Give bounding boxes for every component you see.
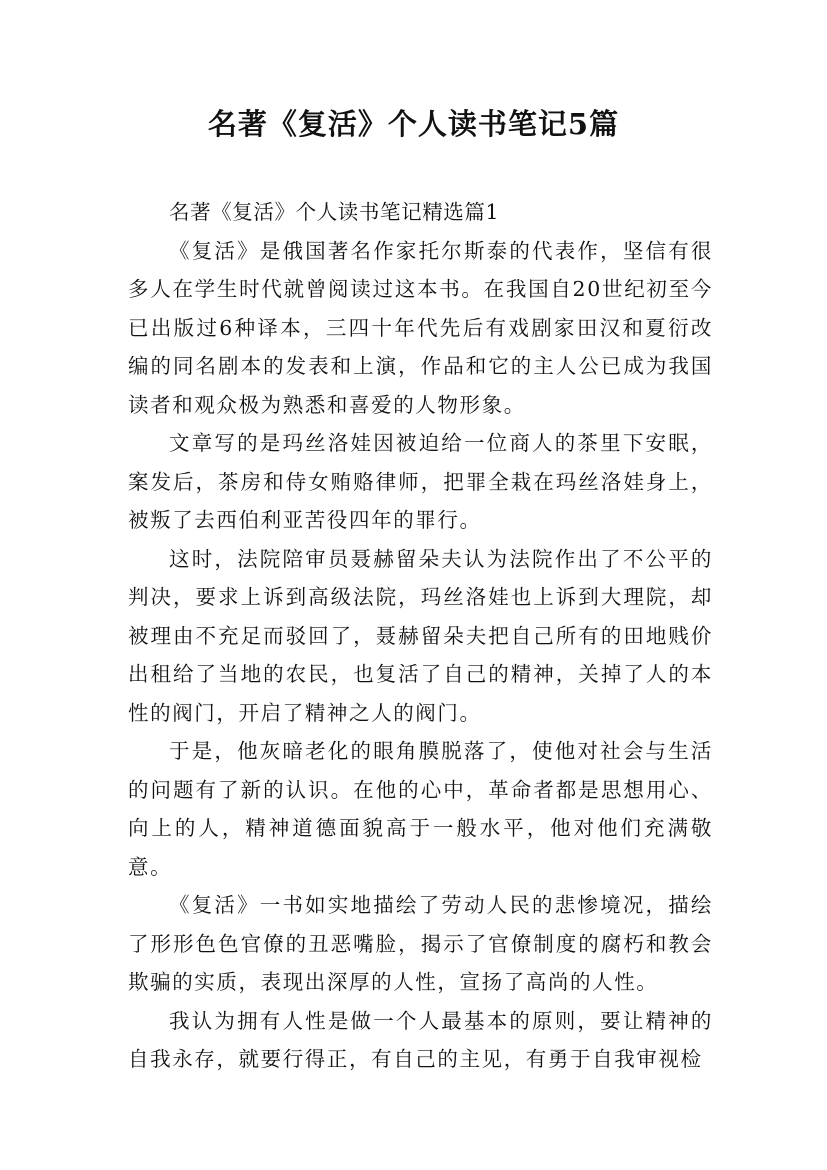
paragraph: 《复活》一书如实地描绘了劳动人民的悲惨境况，描绘了形形色色官僚的丑恶嘴脸，揭示了官僚制度的腐朽和教会欺骗的实质，表现出深厚的人性，宣扬了高尚的人性。 [128,893,713,994]
section-heading: 名著《复活》个人读书笔记精选篇1 [169,200,500,224]
paragraph: 《复活》是俄国著名作家托尔斯泰的代表作，坚信有很多人在学生时代就曾阅读过这本书。在我国自20世纪初至今已出版过6种译本，三四十年代先后有戏剧家田汉和夏衍改编的同名剧本的发表和上演，作品和它的主人公已成为我国读者和观众极为熟悉和喜爱的人物形象。 [128,238,713,417]
paragraph: 我认为拥有人性是做一个人最基本的原则，要让精神的自我永存，就要行得正，有自己的主见，有勇于自我审视检 [128,1008,713,1071]
document-body [128,193,713,1079]
paragraph: 这时，法院陪审员聂赫留朵夫认为法院作出了不公平的判决，要求上诉到高级法院，玛丝洛娃也上诉到大理院，却被理由不充足而驳回了，聂赫留朵夫把自己所有的田地贱价出租给了当地的农民，也复活了自己的精神，关掉了人的本性的阀门，开启了精神之人的阀门。 [128,546,713,725]
paragraph: 于是，他灰暗老化的眼角膜脱落了，使他对社会与生活的问题有了新的认识。在他的心中，革命者都是思想用心、向上的人，精神道德面貌高于一般水平，他对他们充满敬意。 [128,739,713,879]
paragraph: 文章写的是玛丝洛娃因被迫给一位商人的茶里下安眠，案发后，茶房和侍女贿赂律师，把罪全栽在玛丝洛娃身上，被叛了去西伯利亚苦役四年的罪行。 [128,431,713,532]
document-title: 名著《复活》个人读书笔记5篇 [207,107,620,141]
